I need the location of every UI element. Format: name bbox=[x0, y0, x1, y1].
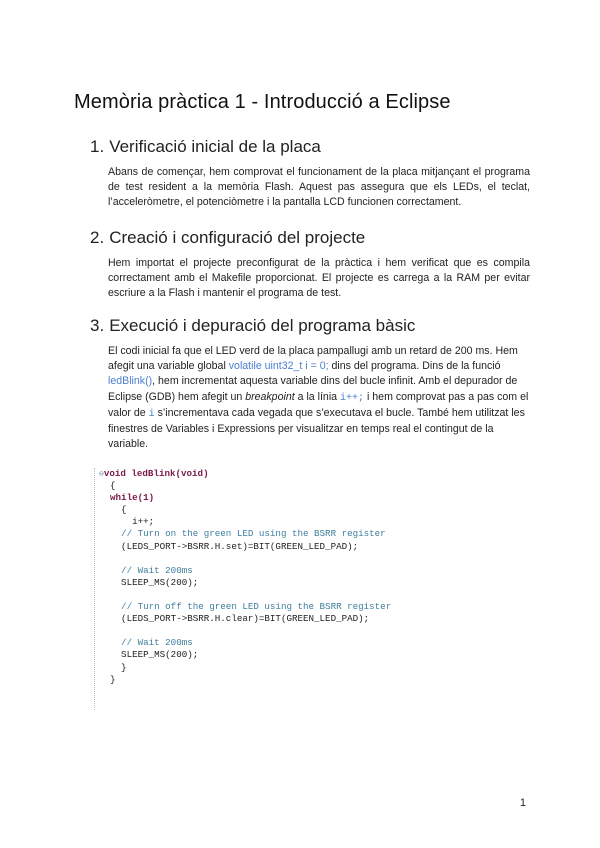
code-line bbox=[99, 553, 429, 565]
section-1-body: Abans de començar, hem comprovat el funcionament de la placa mitjançant el programa de test resident a la memòria Flash. Aquest pas assegura que els LEDs, el teclat, l’acceleròmetre, el potenciòmetre i la pantalla LCD funcionen correctament. bbox=[108, 166, 530, 209]
section-2 bbox=[90, 228, 530, 302]
code-comment-line: // Turn off the green LED using the BSRR register bbox=[99, 601, 392, 613]
code-comment-line: // Wait 200ms bbox=[99, 637, 193, 649]
code-line: ⊖void ledBlink(void) bbox=[99, 468, 209, 479]
code-line bbox=[99, 589, 429, 601]
inline-code-i: i bbox=[148, 408, 155, 420]
emphasis-breakpoint: breakpoint bbox=[245, 390, 295, 403]
section-1-title: Verificació inicial de la placa bbox=[109, 137, 321, 156]
section-3-title: Execució i depuració del programa bàsic bbox=[109, 316, 416, 335]
page-title: Memòria pràctica 1 - Introducció a Eclipse bbox=[74, 91, 451, 113]
section-1-heading bbox=[90, 137, 530, 157]
section-2-body: Hem importat el projecte preconfigurat de la pràctica i hem verificat que es compila correctament amb el Makefile proporcionat. El projecte es carrega a la RAM per evitar escriure a la Flash i mantenir el programa de test. bbox=[108, 257, 530, 300]
section-3-text-5: i hem comprovat pas a pas com el valor de bbox=[108, 390, 529, 419]
section-2-title: Creació i configuració del projecte bbox=[109, 228, 366, 247]
section-3-heading bbox=[90, 316, 530, 336]
code-line: SLEEP_MS(200); bbox=[99, 576, 199, 588]
section-3-text-3: , hem incrementat aquesta variable dins del bucle infinit. Amb el depurador de Eclipse (GDB) hem afegit un bbox=[108, 375, 518, 403]
section-1-number: 1. bbox=[90, 137, 105, 156]
code-line: i++; bbox=[99, 516, 155, 528]
section-3-text-6: s’incrementava cada vegada que s’executava el bucle. També hem utilitzat les finestres de Variables i Expressions per visualitzar en temps real el contingut de la variable. bbox=[108, 406, 525, 451]
fold-marker-icon: ⊖ bbox=[99, 470, 104, 479]
section-2-heading bbox=[90, 228, 530, 248]
section-3-number: 3. bbox=[90, 316, 105, 335]
section-3-text-1: El codi inicial fa que el LED verd de la placa pampallugi amb un retard de 200 ms. Hem afegit una variable global bbox=[108, 345, 518, 373]
code-line: while(1) bbox=[99, 492, 155, 504]
section-1 bbox=[90, 137, 530, 211]
code-comment-line: // Turn on the green LED using the BSRR register bbox=[99, 528, 386, 540]
code-line: { bbox=[99, 480, 116, 492]
section-3 bbox=[90, 316, 530, 452]
page-number: 1 bbox=[519, 797, 526, 809]
code-line bbox=[99, 625, 429, 637]
code-line: } bbox=[99, 661, 127, 673]
code-comment-line: // Wait 200ms bbox=[99, 564, 193, 576]
code-line: { bbox=[99, 504, 127, 516]
inline-code-function: ledBlink() bbox=[108, 375, 153, 388]
code-line: (LEDS_PORT->BSRR.H.set)=BIT(GREEN_LED_PAD); bbox=[99, 540, 359, 552]
section-3-body bbox=[108, 344, 530, 452]
section-2-number: 2. bbox=[90, 228, 105, 247]
code-screenshot bbox=[94, 468, 429, 710]
inline-code-increment: i++; bbox=[340, 392, 365, 404]
section-3-text-2: dins del programa. Dins de la funció bbox=[328, 360, 501, 373]
code-line: } bbox=[99, 673, 116, 685]
code-line: SLEEP_MS(200); bbox=[99, 649, 199, 661]
section-3-text-4: a la línia bbox=[294, 390, 341, 403]
code-line: (LEDS_PORT->BSRR.H.clear)=BIT(GREEN_LED_PAD); bbox=[99, 613, 370, 625]
inline-code-variable: volatile uint32_t i = 0; bbox=[228, 360, 329, 373]
